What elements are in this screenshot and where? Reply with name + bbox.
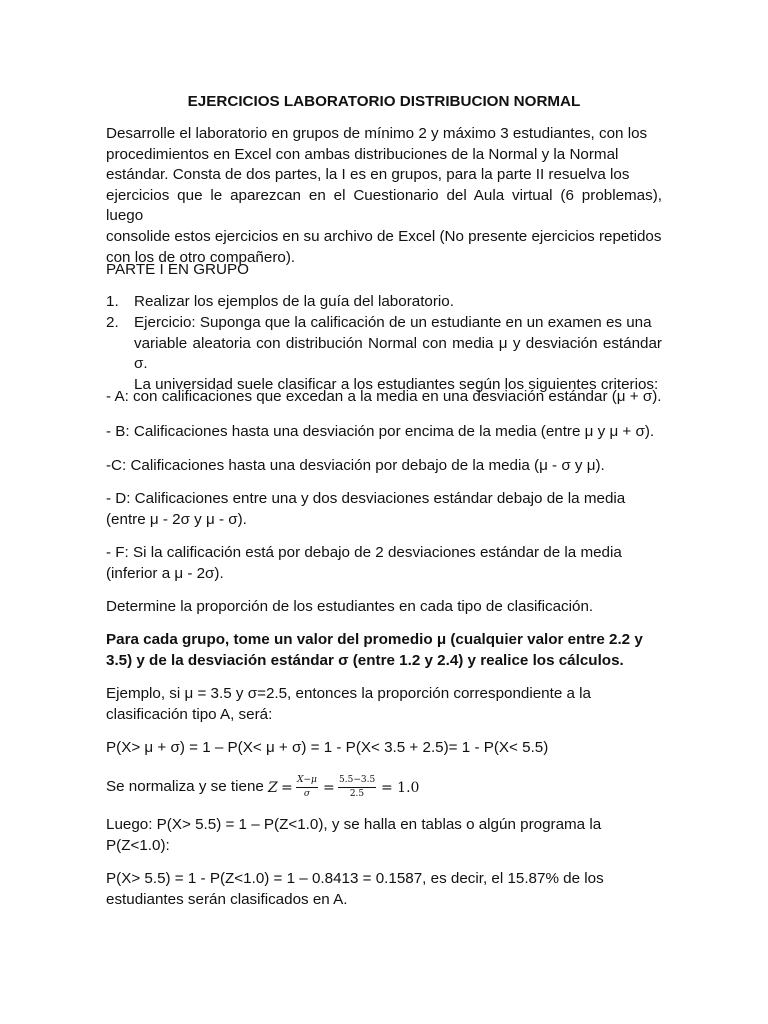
criterion-line: - D: Calificaciones entre una y dos desviaciones estándar debajo de la media [106,490,626,507]
luego-line: Luego: P(X> 5.5) = 1 – P(Z<1.0), y se halla en tablas o algún programa la [106,816,602,833]
criterion-line: - B: Calificaciones hasta una desviación por encima de la media (entre μ y μ + σ). [106,423,655,440]
criterion-line: -C: Calificaciones hasta una desviación por debajo de la media (μ - σ y μ). [106,457,605,474]
z-fraction [296,775,318,800]
criterion-d [106,489,662,530]
criterion-line: - A: con calificaciones que excedan a la media en una desviación estándar (μ + σ). [106,388,662,405]
conclusion-line: estudiantes serán clasificados en A. [106,890,348,908]
normalize-lead: Se normaliza y se tiene [106,778,264,795]
intro-line: estándar. Consta de dos partes, la I es en grupos, para la parte II resuelva los [106,166,630,184]
list-line: Realizar los ejemplos de la guía del laboratorio. [134,293,454,310]
fraction-denominator: 2.5 [349,789,365,799]
value-fraction [338,775,376,800]
list-text [134,313,662,395]
list-number: 2. [106,314,119,331]
intro-line: procedimientos en Excel con ambas distribuciones de la Normal y la Normal [106,145,619,163]
equals-sign: = [281,780,293,796]
criterion-c [106,456,662,477]
criterion-line: (inferior a μ - 2σ). [106,564,224,582]
part-heading: PARTE I EN GRUPO [106,261,249,278]
probability-line: P(X> μ + σ) = 1 – P(X< μ + σ) = 1 - P(X< 3.5 + 2.5)= 1 - P(X< 5.5) [106,739,549,756]
intro-line: ejercicios que le aparezcan en el Cuestionario del Aula virtual (6 problemas), luego [106,186,662,225]
example-line: Ejemplo, si μ = 3.5 y σ=2.5, entonces la proporción correspondiente a la [106,685,591,702]
intro-line: consolide estos ejercicios en su archivo de Excel (No presente ejercicios repetidos [106,227,662,245]
instruction-line: Para cada grupo, tome un valor del promedio μ (cualquier valor entre 2.2 y [106,631,643,648]
conclusion-line: P(X> 5.5) = 1 - P(Z<1.0) = 1 – 0.8413 = 0.1587, es decir, el 15.87% de los [106,870,604,887]
list-item [106,292,662,313]
list-number: 1. [106,293,119,310]
list-line: variable aleatoria con distribución Normal con media μ y desviación estándar σ. [134,334,662,373]
list-line: Ejercicio: Suponga que la calificación de un estudiante en un examen es una [134,314,652,331]
example-paragraph [106,684,662,725]
criterion-line: - F: Si la calificación está por debajo de 2 desviaciones estándar de la media [106,544,622,561]
example-line: clasificación tipo A, será: [106,705,273,723]
conclusion-paragraph [106,869,662,910]
luego-paragraph [106,815,662,856]
group-instruction [106,630,662,671]
intro-line: con los de otro compañero). [106,248,296,266]
equals-sign: = [323,780,335,796]
instruction-line: 3.5) y de la desviación estándar σ (entre 1.2 y 2.4) y realice los cálculos. [106,651,624,669]
list-item [106,313,662,393]
z-symbol: Z [268,780,278,796]
fraction-numerator: 5.5−3.5 [338,775,376,788]
criterion-line: (entre μ - 2σ y μ - σ). [106,510,247,528]
luego-line: P(Z<1.0): [106,836,170,854]
intro-paragraph [106,124,662,268]
fraction-denominator: σ [303,789,311,799]
normalization-formula [106,775,662,803]
determine-paragraph: Determine la proporción de los estudiantes en cada tipo de clasificación. [106,598,594,615]
z-result: = 1.0 [381,780,420,796]
intro-line: Desarrolle el laboratorio en grupos de mínimo 2 y máximo 3 estudiantes, con los [106,125,648,142]
criterion-a [106,387,662,408]
criterion-f [106,543,662,584]
list-text [134,292,662,313]
document-title: EJERCICIOS LABORATORIO DISTRIBUCION NORMAL [187,93,581,110]
criterion-b [106,422,662,443]
list-line: La universidad suele clasificar a los estudiantes según los siguientes criterios: [134,375,659,393]
fraction-numerator: X−μ [296,775,318,788]
